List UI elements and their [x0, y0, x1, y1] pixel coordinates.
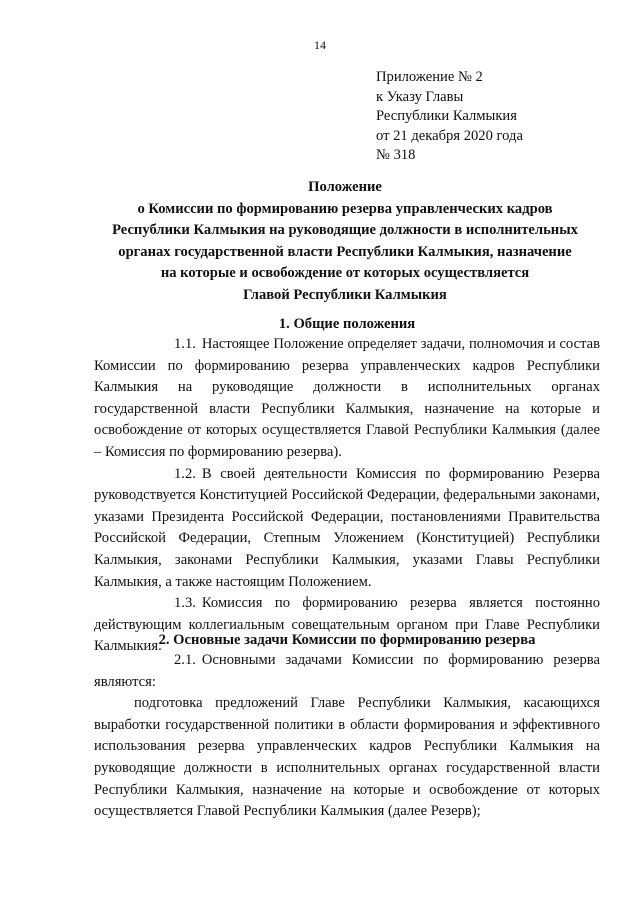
appendix-line: № 318 [376, 147, 416, 163]
title-line: о Комиссии по формированию резерва управленческих кадров [137, 200, 553, 217]
document-title [90, 177, 600, 306]
paragraph-number: 2.1. [174, 652, 196, 668]
title-line: Главой Республики Калмыкия [243, 286, 447, 303]
section-heading: 1. Общие положения [278, 316, 416, 332]
appendix-line: к Указу Главы [376, 88, 464, 105]
paragraph-text: Настоящее Положение определяет задачи, полномочия и состав Комиссии по формированию резерва управленческих кадров Республики Калмыкия на руководящие должности в исполнительных органах государственной власти Республики Калмыкия, назначение на которые и освобождение от которых осуществляется Главой Республики Калмыкия (далее – Комиссия по формированию резерва). [94, 336, 600, 460]
section-1 [94, 314, 600, 658]
appendix-line: от 21 декабря 2020 года [376, 127, 523, 144]
appendix-line: Республики Калмыкия [376, 108, 517, 124]
paragraph-text: Основными задачами Комиссии по формированию резерва являются: [94, 652, 600, 690]
page-number: 14 [314, 38, 326, 52]
title-line: Республики Калмыкия на руководящие должности в исполнительных [112, 222, 578, 238]
paragraph-number: 1.3. [174, 595, 196, 612]
appendix-reference [376, 68, 523, 166]
paragraph-number: 1.2. [174, 465, 196, 482]
paragraph-2-1-item [94, 693, 600, 823]
paragraph-2-1 [94, 650, 600, 693]
appendix-line: Приложение № 2 [376, 69, 483, 85]
title-line: Положение [308, 179, 382, 195]
paragraph-number: 1.1. [174, 336, 196, 352]
section-2 [94, 630, 600, 823]
paragraph-text: подготовка предложений Главе Республики Калмыкия, касающихся выработки государственной политики в области формирования и эффективного использования резерва управленческих кадров Республики Калмыкия на руководящие должности в исполнительных органах государственной власти Республики Калмыкия, назначение на которые и освобождение от которых осуществляется Главой Республики Калмыкия (далее Резерв); [94, 695, 600, 820]
paragraph-1-2 [94, 464, 600, 594]
paragraph-text: Комиссия по формированию резерва является постоянно действующим коллегиальным совещательным органом при Главе Республики Калмыкия. [94, 595, 600, 655]
title-line: на которые и освобождение от которых осуществляется [160, 265, 530, 281]
paragraph-text: В своей деятельности Комиссия по формированию Резерва руководствуется Конституцией Российской Федерации, федеральными законами, указами Президента Российской Федерации, постановлениями Правительства Российской Федерации, Степным Уложением (Конституцией) Республики Калмыкия, законами Республики Калмыкия, указами Главы Республики Калмыкия, а также настоящим Положением. [94, 465, 600, 590]
section-heading: 2. Основные задачи Комиссии по формированию резерва [158, 632, 536, 648]
title-line: органах государственной власти Республики Калмыкия, назначение [118, 243, 572, 260]
paragraph-1-1 [94, 334, 600, 464]
